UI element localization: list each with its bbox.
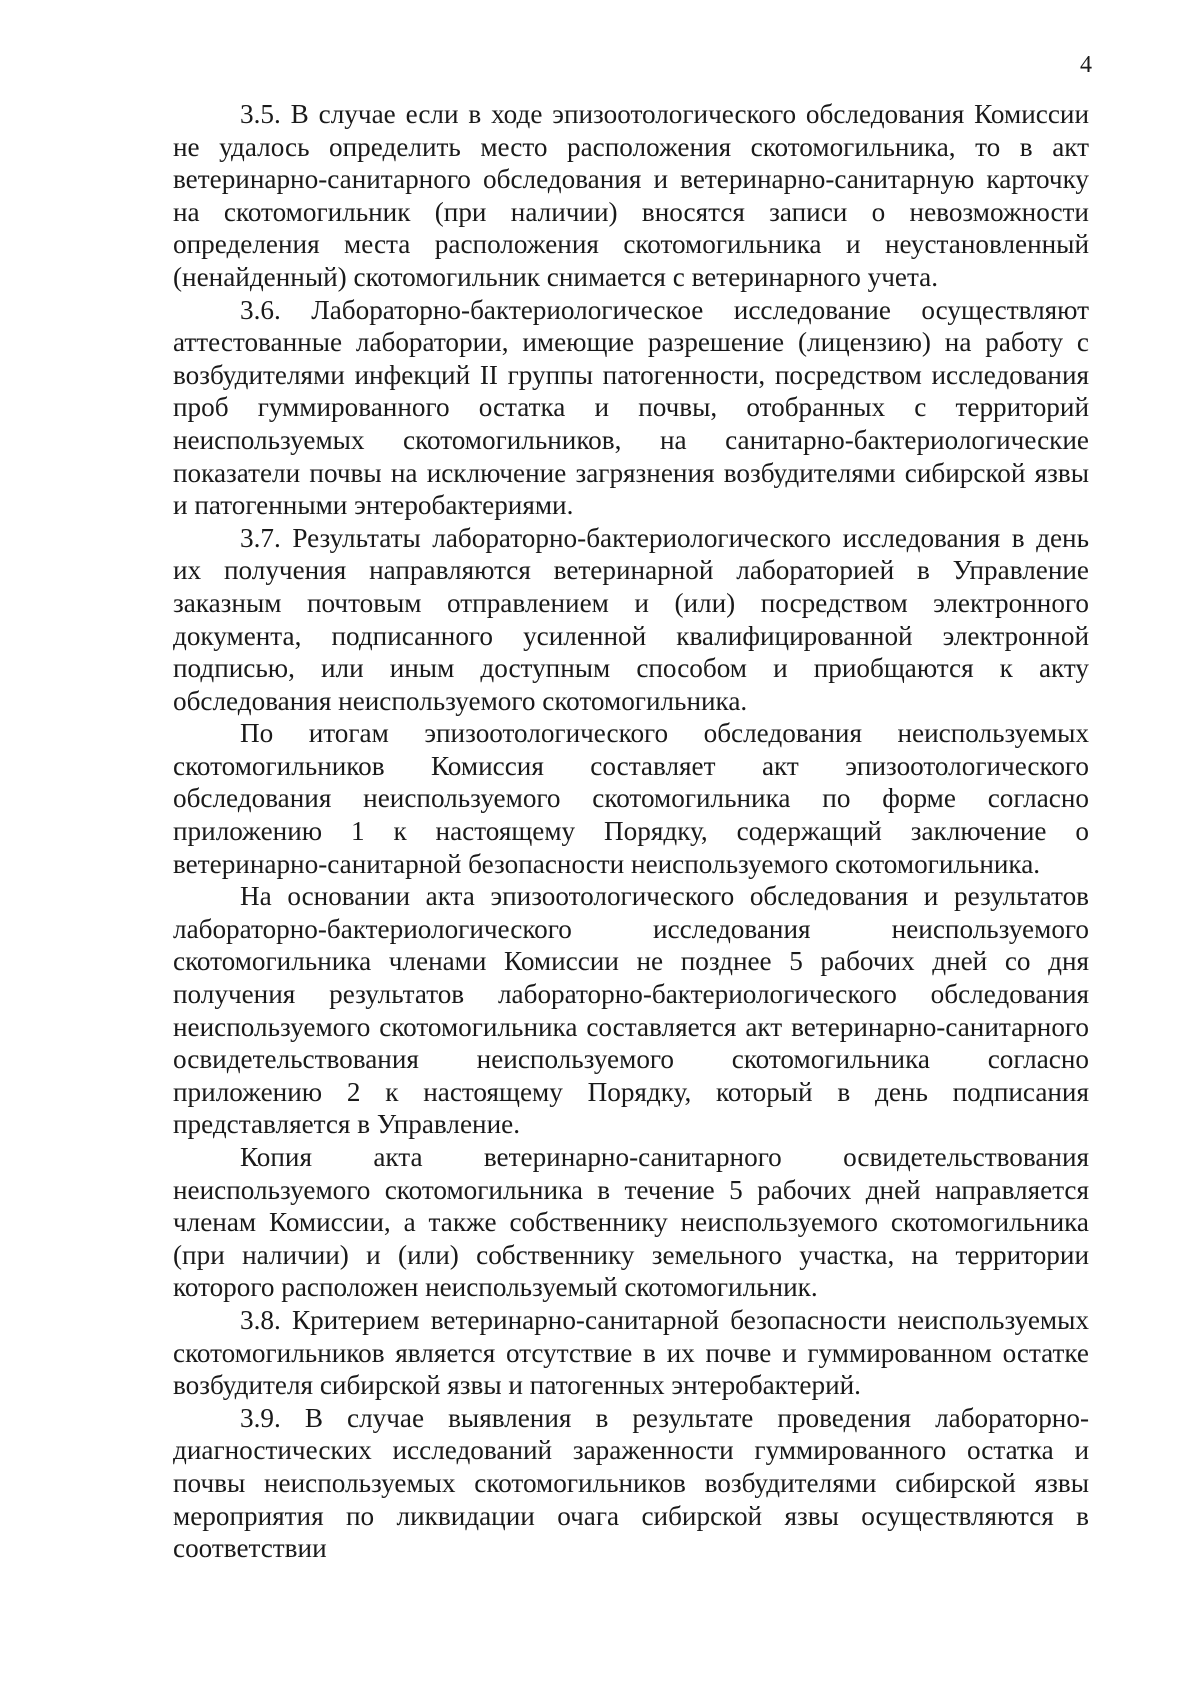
paragraph-examination-act: По итогам эпизоотологического обследования неиспользуемых скотомогильников Комиссия составляет акт эпизоотологического обследования неиспользуемого скотомогильника по форме согласно приложению 1 к настоящему Порядку, содержащий заключение о ветеринарно-санитарной безопасности неиспользуемого скотомогильника. <box>173 718 1089 879</box>
paragraph-3-9: 3.9. В случае выявления в результате проведения лабораторно-диагностических исследований зараженности гуммированного остатка и почвы неиспользуемых скотомогильников возбудителями сибирской язвы мероприятия по ликвидации очага сибирской язвы осуществляются в соответствии <box>173 1402 1089 1564</box>
paragraph-3-8: 3.8. Критерием ветеринарно-санитарной безопасности неиспользуемых скотомогильников является отсутствие в их почве и гуммированном остатке возбудителя сибирской язвы и патогенных энтеробактерий. <box>173 1304 1089 1401</box>
document-body <box>173 98 1089 1565</box>
paragraph-act-copy: Копия акта ветеринарно-санитарного освидетельствования неиспользуемого скотомогильника в течение 5 рабочих дней направляется членам Комиссии, а также собственнику неиспользуемого скотомогильника (при наличии) и (или) собственнику земельного участка, на территории которого расположен неиспользуемый скотомогильник. <box>173 1142 1089 1303</box>
paragraph-3-6: 3.6. Лабораторно-бактериологическое исследование осуществляют аттестованные лаборатории, имеющие разрешение (лицензию) на работу с возбудителями инфекций II группы патогенности, посредством исследования проб гуммированного остатка и почвы, отобранных с территорий неиспользуемых скотомогильников, на санитарно-бактериологические показатели почвы на исключение загрязнения возбудителями сибирской язвы и патогенными энтеробактериями. <box>173 294 1089 521</box>
paragraph-certification-act: На основании акта эпизоотологического обследования и результатов лабораторно-бактериологического исследования неиспользуемого скотомогильника членами Комиссии не позднее 5 рабочих дней со дня получения результатов лабораторно-бактериологического обследования неиспользуемого скотомогильника составляется акт ветеринарно-санитарного освидетельствования неиспользуемого скотомогильника согласно приложению 2 к настоящему Порядку, который в день подписания представляется в Управление. <box>173 881 1089 1140</box>
page-number: 4 <box>1080 52 1092 78</box>
paragraph-3-7: 3.7. Результаты лабораторно-бактериологического исследования в день их получения направляются ветеринарной лабораторией в Управление заказным почтовым отправлением и (или) посредством электронного документа, подписанного усиленной квалифицированной электронной подписью, или иным доступным способом и приобщаются к акту обследования неиспользуемого скотомогильника. <box>173 522 1089 716</box>
paragraph-3-5: 3.5. В случае если в ходе эпизоотологического обследования Комиссии не удалось определить место расположения скотомогильника, то в акт ветеринарно-санитарного обследования и ветеринарно-санитарную карточку на скотомогильник (при наличии) вносятся записи о невозможности определения места расположения скотомогильника и неустановленный (ненайденный) скотомогильник снимается с ветеринарного учета. <box>173 99 1089 292</box>
